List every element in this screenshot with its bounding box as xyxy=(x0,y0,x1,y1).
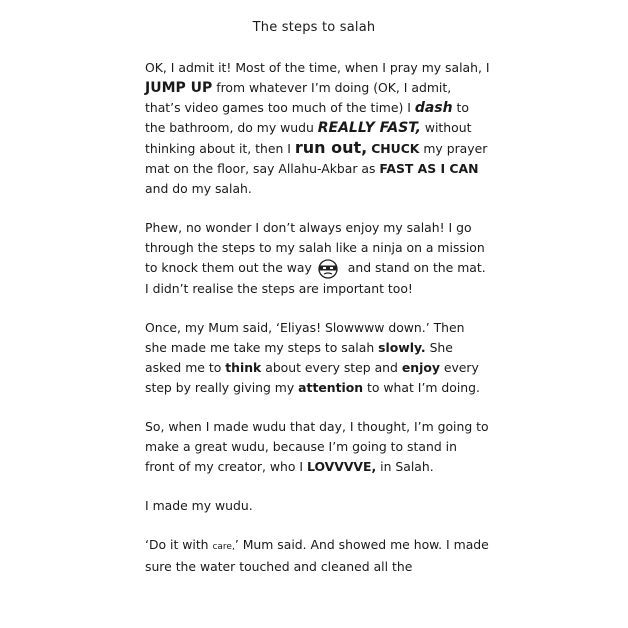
emphasis-attention: attention xyxy=(298,379,364,395)
emphasis-really-fast: REALLY FAST, xyxy=(317,120,421,136)
text-span: ‘Do it with xyxy=(145,536,213,552)
emphasis-jump-up: JUMP UP xyxy=(145,80,213,96)
text-span: and do my salah. xyxy=(145,181,252,196)
emphasis-fast-as-i-can: FAST AS I CAN xyxy=(379,161,479,176)
emphasis-run-out: run out, xyxy=(294,138,368,157)
page-title: The steps to salah xyxy=(252,20,376,35)
paragraph-4 xyxy=(145,417,490,477)
paragraph-1 xyxy=(145,58,490,199)
paragraph-3 xyxy=(145,318,490,398)
emphasis-chuck: CHUCK xyxy=(371,141,420,156)
text-span: ’ Mum said. And showed me how. I made sure the water touched and cleaned all the xyxy=(145,536,489,574)
emphasis-care: care, xyxy=(212,541,235,552)
emphasis-enjoy: enjoy xyxy=(401,359,440,375)
text-span: Once, my Mum said, ‘Eliyas! Slowwww down.’ Then she made me take my steps to salah xyxy=(145,319,465,355)
text-span: She asked me to xyxy=(145,339,453,375)
text-span: to the bathroom, do my wudu xyxy=(145,100,469,135)
text-span: to what I’m doing. xyxy=(363,379,480,395)
text-span: OK, I admit it! Most of the time, when I pray my salah, I xyxy=(145,60,490,75)
ninja-face-icon xyxy=(316,259,340,279)
text-span: and stand on the mat. I didn’t realise the steps are important too! xyxy=(145,260,486,296)
emphasis-lovvvve: LOVVVVE, xyxy=(307,458,377,474)
text-span: in Salah. xyxy=(376,458,434,474)
paragraph-2 xyxy=(145,218,490,299)
emphasis-dash: dash xyxy=(414,100,453,116)
text-span: every step by really giving my xyxy=(145,359,479,395)
paragraph-6 xyxy=(145,535,490,577)
text-span: my prayer mat on the floor, say Allahu-Akbar as xyxy=(145,141,488,176)
text-span: about every step and xyxy=(261,359,402,375)
emphasis-slowly: slowly. xyxy=(378,339,426,355)
paragraph-5 xyxy=(145,496,490,516)
text-span: Phew, no wonder I don’t always enjoy my salah! I go through the steps to my salah like a ninja on a mission to knock them out the way xyxy=(145,220,485,275)
text-span: without thinking about it, then I xyxy=(145,120,472,156)
emphasis-think: think xyxy=(225,359,262,375)
story-text xyxy=(145,58,490,596)
text-span: I made my wudu. xyxy=(145,497,253,513)
text-span: So, when I made wudu that day, I thought, I’m going to make a great wudu, because I’m going to stand in front of my creator, who I xyxy=(145,418,489,474)
text-span: from whatever I’m doing (OK, I admit, that’s video games too much of the time) I xyxy=(145,80,452,115)
